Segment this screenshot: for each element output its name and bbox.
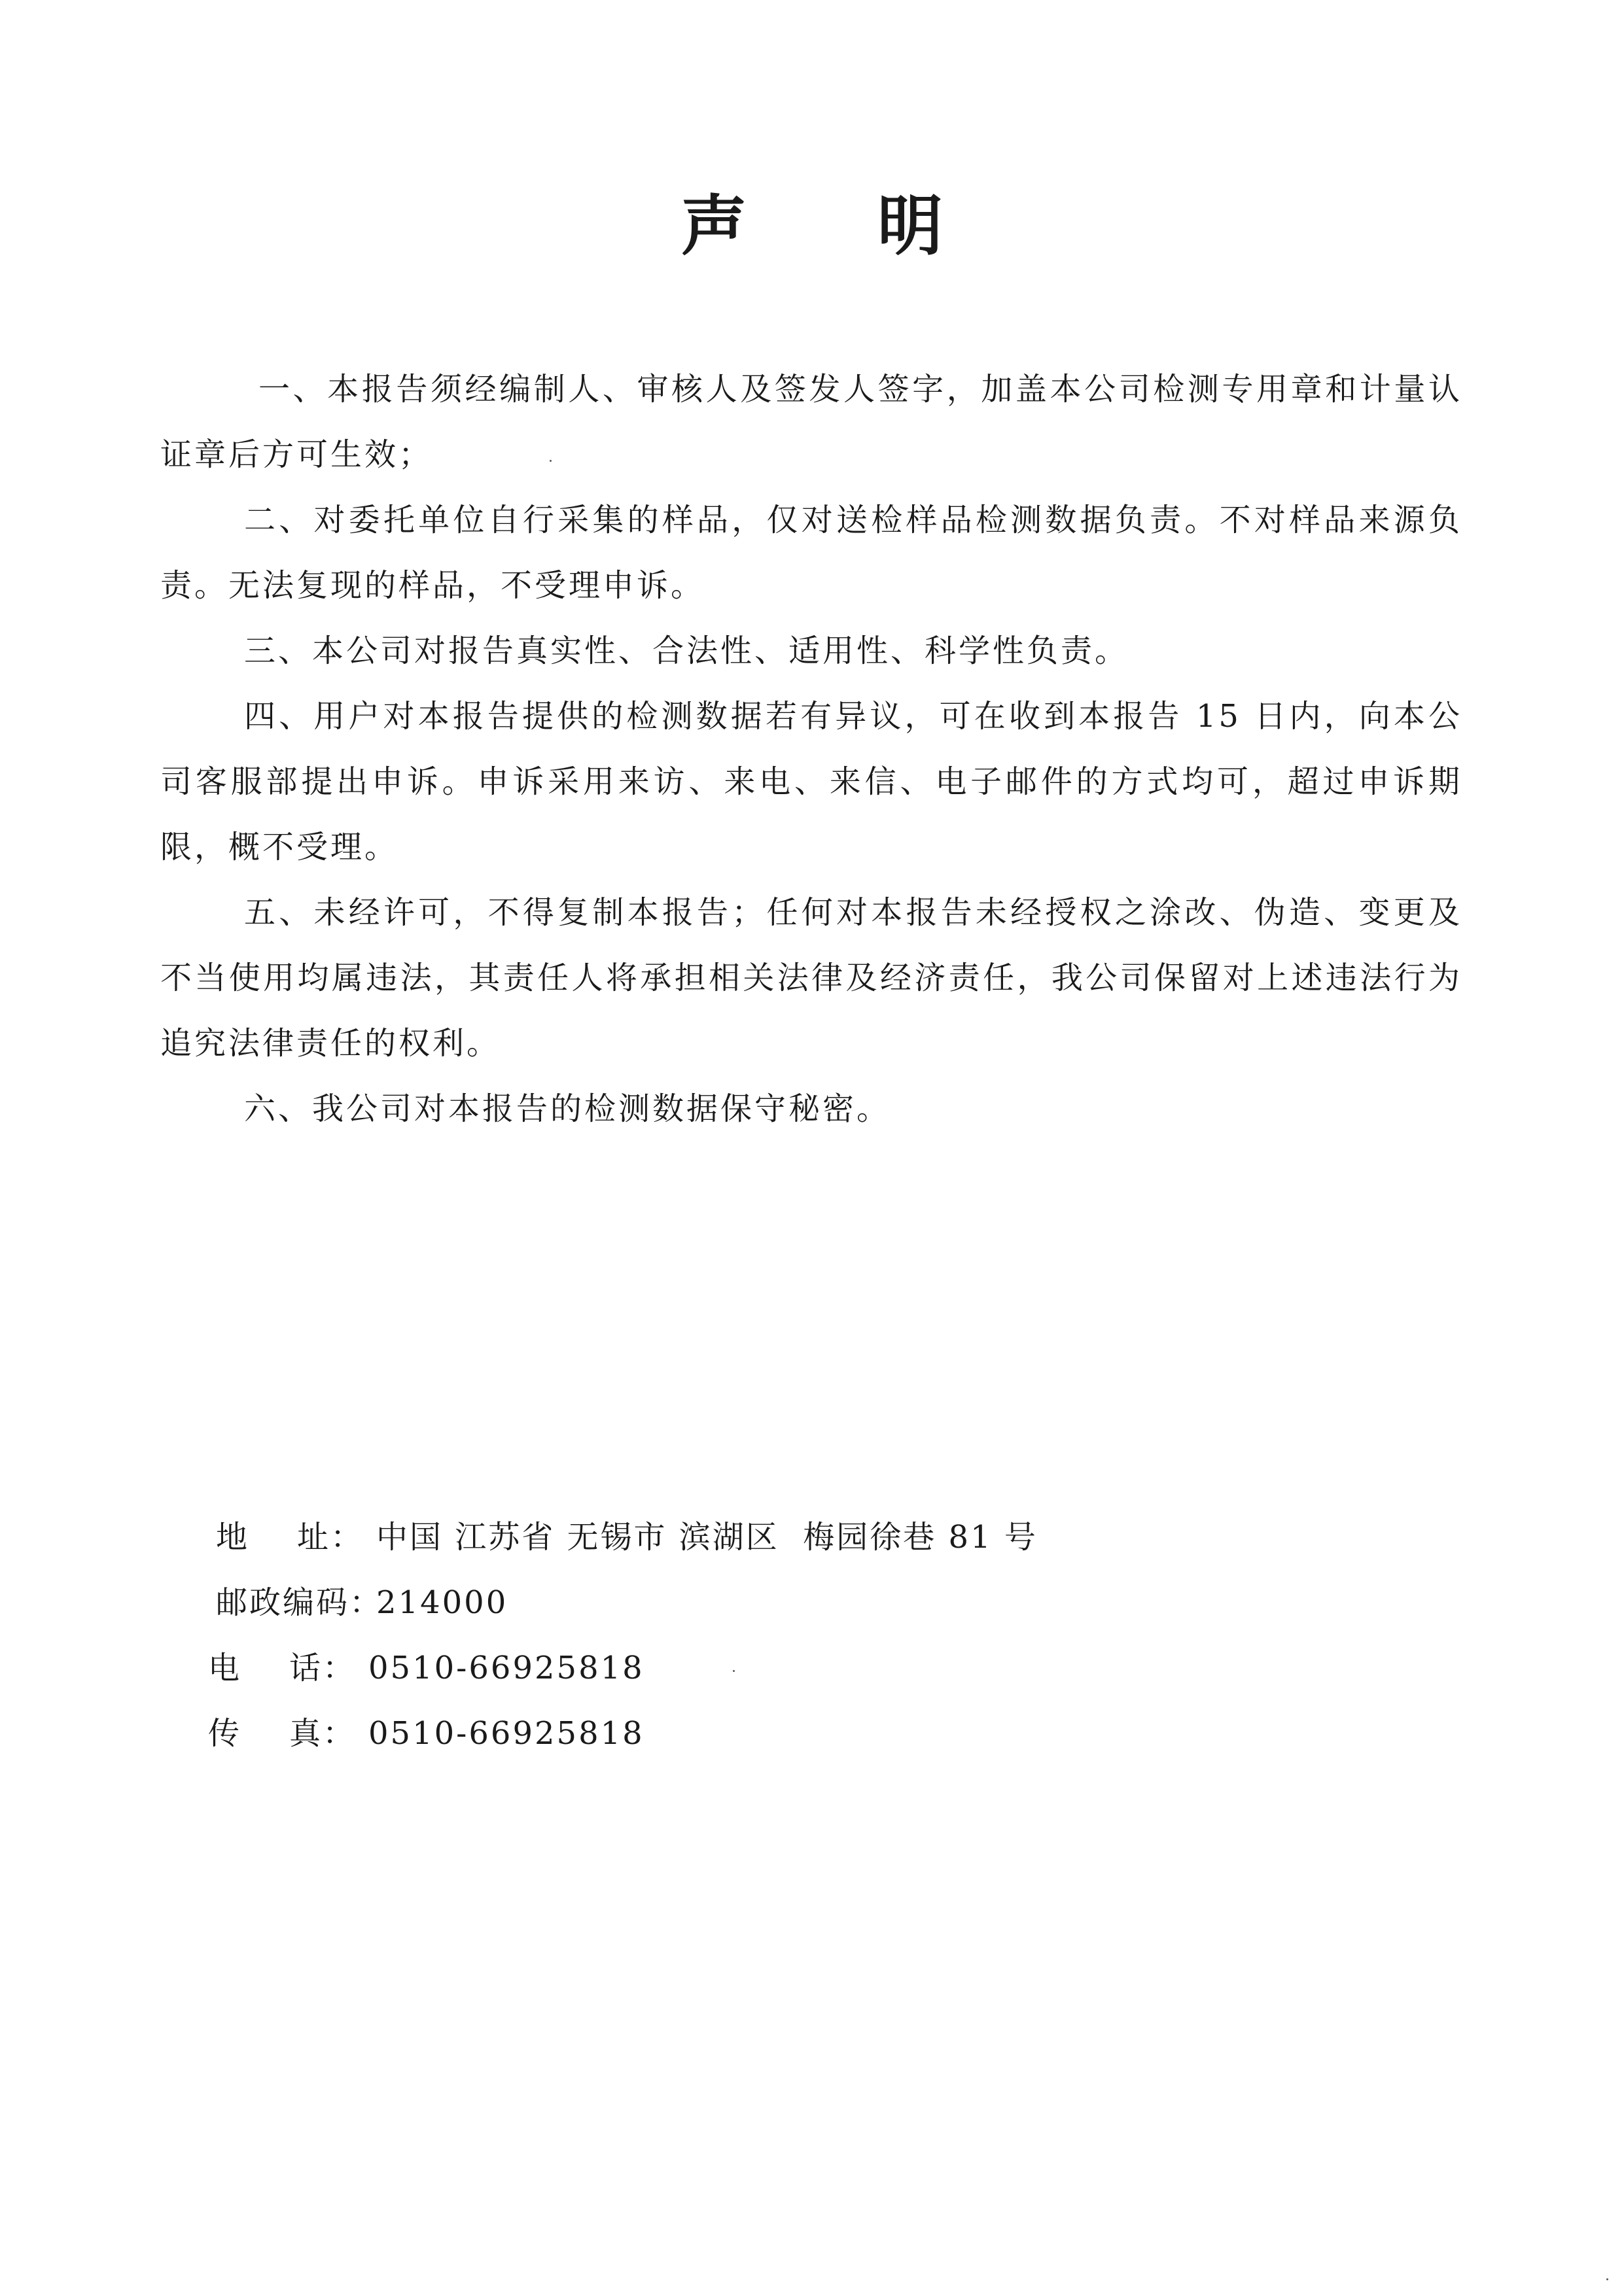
address-label: 地 址： (216, 1519, 364, 1556)
clause-5: 五、未经许可，不得复制本报告；任何对本报告未经授权之涂改、伪造、变更及不当使用均属违法，其责任人将承担相关法律及经济责任，我公司保留对上述违法行为追究法律责任的权利。 (160, 894, 1462, 1062)
fax-label: 传 真： (208, 1715, 357, 1752)
contact-info (208, 1505, 1038, 1766)
title-char-1: 声 (681, 187, 747, 264)
scan-speck (1606, 2278, 1608, 2280)
postcode-value: 214000 (376, 1584, 508, 1621)
clause-2: 二、对委托单位自行采集的样品，仅对送检样品检测数据负责。不对样品来源负责。无法复现的样品，不受理申诉。 (160, 502, 1462, 604)
page-title (0, 180, 1624, 271)
address-row (216, 1505, 1038, 1570)
phone-value: 0510-66925818 (368, 1650, 644, 1686)
clause-4: 四、用户对本报告提供的检测数据若有异议，可在收到本报告 15 日内，向本公司客服部提出申诉。申诉采用来访、来电、来信、电子邮件的方式均可，超过申诉期限，概不受理。 (160, 698, 1462, 865)
title-char-2: 明 (877, 187, 943, 264)
postcode-row (216, 1570, 1038, 1635)
scan-speck (733, 1670, 735, 1672)
phone-label: 电 话： (208, 1650, 357, 1686)
address-value: 中国 江苏省 无锡市 滨湖区 梅园徐巷 81 号 (376, 1519, 1038, 1556)
clause-1: 一、本报告须经编制人、审核人及签发人签字，加盖本公司检测专用章和计量认证章后方可生效； (160, 371, 1462, 473)
postcode-label: 邮政编码： (216, 1584, 383, 1621)
declaration-body (160, 357, 1462, 1141)
scan-speck (550, 460, 552, 462)
fax-row (208, 1701, 1038, 1766)
phone-row (208, 1635, 1038, 1701)
fax-value: 0510-66925818 (368, 1715, 644, 1752)
clause-3: 三、本公司对报告真实性、合法性、适用性、科学性负责。 (244, 633, 1129, 669)
clause-6: 六、我公司对本报告的检测数据保守秘密。 (244, 1090, 891, 1127)
